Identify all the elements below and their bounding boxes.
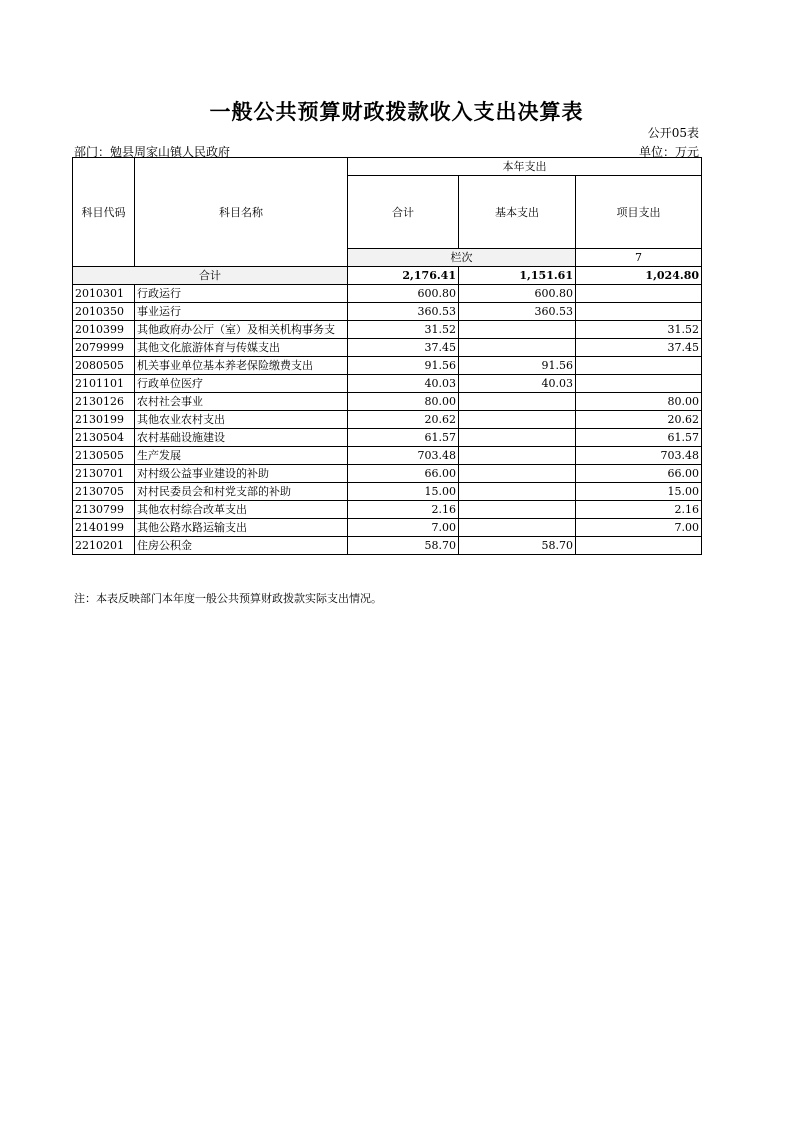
form-number: 公开05表 <box>647 126 699 140</box>
row-code: 2079999 <box>73 339 135 357</box>
table-row <box>73 375 702 393</box>
row-name: 农村社会事业 <box>135 393 348 411</box>
header-name: 科目名称 <box>135 158 348 267</box>
row-code: 2130504 <box>73 429 135 447</box>
row-code: 2010399 <box>73 321 135 339</box>
row-basic <box>459 339 576 357</box>
row-name: 农村基础设施建设 <box>135 429 348 447</box>
row-basic <box>459 411 576 429</box>
row-code: 2130126 <box>73 393 135 411</box>
table-row <box>73 537 702 555</box>
row-total: 58.70 <box>348 537 459 555</box>
row-name: 对村民委员会和村党支部的补助 <box>135 483 348 501</box>
row-total: 61.57 <box>348 429 459 447</box>
table-row <box>73 447 702 465</box>
row-code: 2140199 <box>73 519 135 537</box>
table-row <box>73 465 702 483</box>
row-code: 2130701 <box>73 465 135 483</box>
row-basic <box>459 393 576 411</box>
row-code: 2080505 <box>73 357 135 375</box>
totals-label: 合计 <box>73 267 348 285</box>
row-name: 对村级公益事业建设的补助 <box>135 465 348 483</box>
unit-label: 单位：万元 <box>638 145 699 159</box>
row-total: 360.53 <box>348 303 459 321</box>
table-row <box>73 393 702 411</box>
row-project: 7.00 <box>576 519 702 537</box>
row-total: 91.56 <box>348 357 459 375</box>
row-code: 2010350 <box>73 303 135 321</box>
row-project: 80.00 <box>576 393 702 411</box>
row-name: 行政运行 <box>135 285 348 303</box>
row-basic <box>459 519 576 537</box>
column-index-7: 7 <box>576 249 702 267</box>
row-code: 2130705 <box>73 483 135 501</box>
row-project <box>576 303 702 321</box>
row-name: 生产发展 <box>135 447 348 465</box>
row-code: 2210201 <box>73 537 135 555</box>
row-total: 2.16 <box>348 501 459 519</box>
report-title: 一般公共预算财政拨款收入支出决算表 <box>209 100 584 124</box>
table-row <box>73 339 702 357</box>
row-project: 2.16 <box>576 501 702 519</box>
row-total: 31.52 <box>348 321 459 339</box>
row-basic: 40.03 <box>459 375 576 393</box>
row-name: 住房公积金 <box>135 537 348 555</box>
row-total: 80.00 <box>348 393 459 411</box>
table-row <box>73 519 702 537</box>
totals-row <box>73 267 702 285</box>
row-basic: 600.80 <box>459 285 576 303</box>
table-row <box>73 501 702 519</box>
row-project: 31.52 <box>576 321 702 339</box>
row-total: 20.62 <box>348 411 459 429</box>
row-name: 其他农村综合改革支出 <box>135 501 348 519</box>
totals-project: 1,024.80 <box>576 267 702 285</box>
row-basic <box>459 483 576 501</box>
row-total: 7.00 <box>348 519 459 537</box>
expenditure-table <box>72 157 702 555</box>
table-row <box>73 483 702 501</box>
row-total: 703.48 <box>348 447 459 465</box>
row-code: 2130505 <box>73 447 135 465</box>
row-total: 15.00 <box>348 483 459 501</box>
row-total: 40.03 <box>348 375 459 393</box>
table-row <box>73 357 702 375</box>
row-name: 事业运行 <box>135 303 348 321</box>
row-basic: 360.53 <box>459 303 576 321</box>
totals-basic: 1,151.61 <box>459 267 576 285</box>
row-name: 其他政府办公厅（室）及相关机构事务支 <box>135 321 348 339</box>
row-project: 15.00 <box>576 483 702 501</box>
header-basic: 基本支出 <box>459 176 576 249</box>
row-code: 2010301 <box>73 285 135 303</box>
column-index-label: 栏次 <box>348 249 576 267</box>
row-project: 66.00 <box>576 465 702 483</box>
row-project: 20.62 <box>576 411 702 429</box>
row-basic <box>459 501 576 519</box>
row-name: 机关事业单位基本养老保险缴费支出 <box>135 357 348 375</box>
department-label: 部门：勉县周家山镇人民政府 <box>74 145 231 159</box>
row-project <box>576 357 702 375</box>
header-total: 合计 <box>348 176 459 249</box>
row-project <box>576 537 702 555</box>
row-total: 600.80 <box>348 285 459 303</box>
row-basic <box>459 465 576 483</box>
header-code: 科目代码 <box>73 158 135 267</box>
table-row <box>73 411 702 429</box>
table-row <box>73 321 702 339</box>
footnote: 注：本表反映部门本年度一般公共预算财政拨款实际支出情况。 <box>74 592 382 605</box>
row-project <box>576 375 702 393</box>
row-basic: 91.56 <box>459 357 576 375</box>
row-name: 其他公路水路运输支出 <box>135 519 348 537</box>
row-total: 37.45 <box>348 339 459 357</box>
row-basic <box>459 321 576 339</box>
row-basic <box>459 429 576 447</box>
row-project: 703.48 <box>576 447 702 465</box>
header-project: 项目支出 <box>576 176 702 249</box>
table-row <box>73 303 702 321</box>
row-project: 37.45 <box>576 339 702 357</box>
row-name: 行政单位医疗 <box>135 375 348 393</box>
row-total: 66.00 <box>348 465 459 483</box>
row-code: 2130199 <box>73 411 135 429</box>
row-basic <box>459 447 576 465</box>
row-project <box>576 285 702 303</box>
row-code: 2101101 <box>73 375 135 393</box>
row-basic: 58.70 <box>459 537 576 555</box>
header-year-expense: 本年支出 <box>348 158 702 176</box>
table-row <box>73 429 702 447</box>
row-project: 61.57 <box>576 429 702 447</box>
row-name: 其他文化旅游体育与传媒支出 <box>135 339 348 357</box>
header-row-1 <box>73 158 702 176</box>
row-code: 2130799 <box>73 501 135 519</box>
table-row <box>73 285 702 303</box>
totals-total: 2,176.41 <box>348 267 459 285</box>
row-name: 其他农业农村支出 <box>135 411 348 429</box>
